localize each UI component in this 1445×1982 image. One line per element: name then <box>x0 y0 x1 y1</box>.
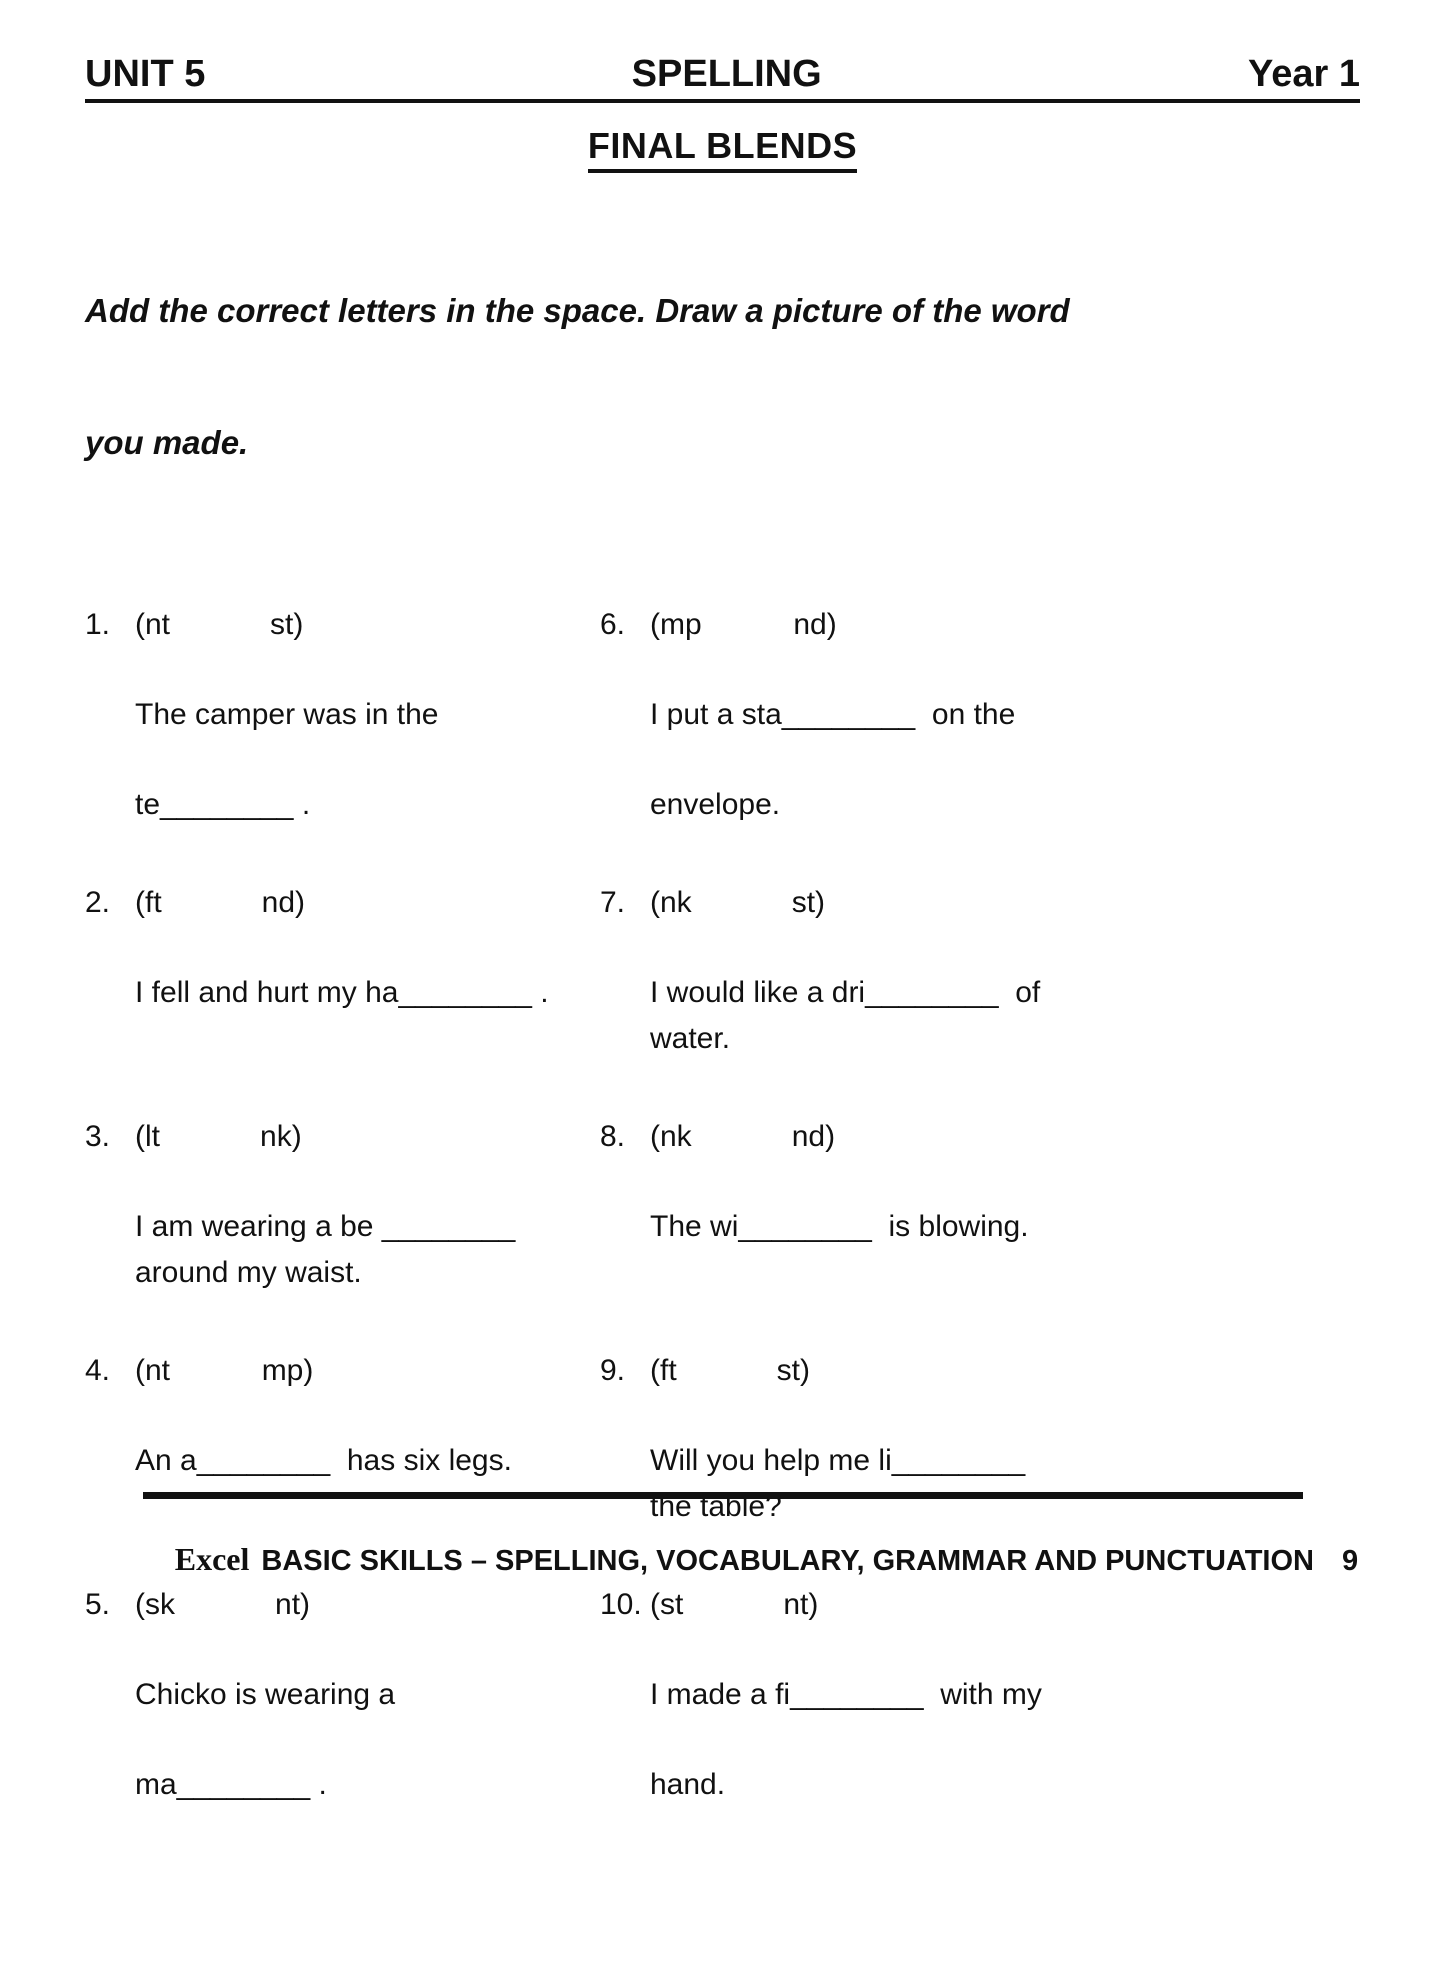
title-wrap <box>85 125 1360 173</box>
page-header <box>85 55 1360 103</box>
item-head <box>600 1117 1360 1157</box>
header-year: Year 1 <box>1247 53 1360 95</box>
item-sentence: te________ . <box>135 787 311 821</box>
item-sentence: The wi________ is blowing. <box>650 1209 1029 1243</box>
item-blends: (nt st) <box>135 607 304 641</box>
item-sentence: I fell and hurt my ha________ . <box>135 975 549 1009</box>
item-head <box>85 883 600 923</box>
exercise-item-10 <box>600 1585 1360 1805</box>
page-title: FINAL BLENDS <box>588 125 857 173</box>
instructions-line-1: Add the correct letters in the space. Draw a picture of the word <box>85 291 1070 329</box>
exercise-item-3 <box>85 1117 600 1293</box>
item-head <box>600 605 1360 645</box>
item-sentence: the table? <box>650 1489 782 1523</box>
item-blends: (ft st) <box>650 1353 811 1387</box>
item-sentence: The camper was in the <box>135 697 439 731</box>
item-sentence: ma________ . <box>135 1767 327 1801</box>
item-number: 10. <box>600 1587 642 1621</box>
item-blends: (nk nd) <box>650 1119 836 1153</box>
item-number: 6. <box>600 607 626 641</box>
item-sentence: water. <box>650 1021 731 1055</box>
footer-brand: Excel <box>174 1541 250 1577</box>
item-number: 3. <box>85 1119 111 1153</box>
exercise-item-6 <box>600 605 1360 825</box>
item-number: 8. <box>600 1119 626 1153</box>
item-head <box>85 1351 600 1391</box>
item-head <box>600 1351 1360 1391</box>
item-sentence: around my waist. <box>135 1255 362 1289</box>
exercise-item-5 <box>85 1585 600 1805</box>
exercise-item-2 <box>85 883 600 1059</box>
item-number: 7. <box>600 885 626 919</box>
exercise-item-1 <box>85 605 600 825</box>
item-sentence: I would like a dri________ of <box>650 975 1041 1009</box>
page-footer <box>143 1492 1359 1611</box>
item-sentence: An a________ has six legs. <box>135 1443 512 1477</box>
exercise-item-8 <box>600 1117 1360 1293</box>
item-blends: (nt mp) <box>135 1353 314 1387</box>
item-sentence: Chicko is wearing a <box>135 1677 396 1711</box>
item-head <box>85 1117 600 1157</box>
item-sentence: I put a sta________ on the <box>650 697 1016 731</box>
item-number: 9. <box>600 1353 626 1387</box>
item-blends: (st nt) <box>650 1587 819 1621</box>
item-sentence: I made a fi________ with my <box>650 1677 1042 1711</box>
item-sentence: Will you help me li________ <box>650 1443 1026 1477</box>
item-head <box>600 883 1360 923</box>
exercise-list <box>85 605 1360 1805</box>
item-sentence: envelope. <box>650 787 781 821</box>
item-sentence: I am wearing a be ________ <box>135 1209 516 1243</box>
footer-page-number: 9 <box>1341 1545 1359 1577</box>
item-blends: (mp nd) <box>650 607 837 641</box>
item-number: 1. <box>85 607 111 641</box>
item-head <box>85 605 600 645</box>
item-sentence: hand. <box>650 1767 726 1801</box>
instructions <box>85 201 1360 553</box>
instructions-line-2: you made. <box>85 423 249 461</box>
item-blends: (nk st) <box>650 885 826 919</box>
item-number: 5. <box>85 1587 111 1621</box>
item-number: 2. <box>85 885 111 919</box>
exercise-item-7 <box>600 883 1360 1059</box>
item-number: 4. <box>85 1353 111 1387</box>
item-blends: (lt nk) <box>135 1119 302 1153</box>
item-blends: (sk nt) <box>135 1587 311 1621</box>
item-blends: (ft nd) <box>135 885 306 919</box>
header-subject: SPELLING <box>631 53 822 95</box>
header-unit: UNIT 5 <box>85 53 206 95</box>
footer-text: BASIC SKILLS – SPELLING, VOCABULARY, GRAMMAR AND PUNCTUATION <box>261 1545 1314 1577</box>
